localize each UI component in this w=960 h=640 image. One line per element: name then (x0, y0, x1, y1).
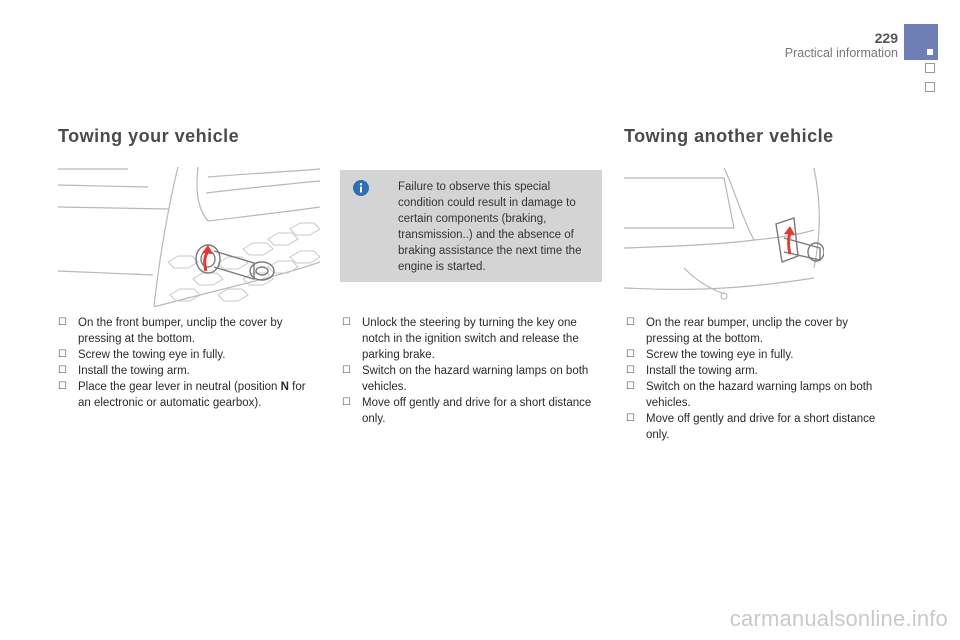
front-towing-steps (58, 315, 308, 411)
list-item: ☐ Switch on the hazard warning lamps on both vehicles. (342, 365, 589, 393)
checkbox-icon: ☐ (58, 365, 67, 376)
chapter-tab-empty[interactable] (925, 82, 935, 92)
checkbox-icon: ☐ (58, 349, 67, 360)
list-item: ☐ Install the towing arm. (58, 365, 190, 377)
list-item: ☐ Unlock the steering by turning the key one notch in the ignition switch and release the parking brake. (342, 317, 579, 361)
checkbox-icon: ☐ (342, 317, 351, 328)
list-item: ☐ On the rear bumper, unclip the cover by pressing at the bottom. (626, 317, 848, 345)
chapter-tab[interactable] (904, 24, 938, 60)
watermark: carmanualsonline.info (729, 606, 948, 631)
chapter-tab-empty[interactable] (925, 63, 935, 73)
page-number: 229 (874, 30, 898, 46)
note-text: Failure to observe this special condition could result in damage to certain components (braking, transmission..) and the absence of braking assistance the next time the engine is started. (398, 181, 582, 273)
section-title: Practical information (784, 46, 898, 60)
checkbox-icon: ☐ (626, 365, 635, 376)
checkbox-icon: ☐ (58, 381, 67, 392)
towing-another-vehicle-title: Towing another vehicle (624, 126, 834, 146)
list-item: ☐ Screw the towing eye in fully. (626, 349, 794, 361)
checkbox-icon: ☐ (626, 381, 635, 392)
checkbox-icon: ☐ (342, 397, 351, 408)
towing-procedure-steps (342, 315, 604, 427)
list-item: ☐ Install the towing arm. (626, 365, 758, 377)
front-towing-eye-illustration (58, 167, 320, 307)
list-item: ☐ Switch on the hazard warning lamps on both vehicles. (626, 381, 873, 409)
rear-towing-eye-illustration (624, 168, 824, 308)
towing-your-vehicle-title: Towing your vehicle (58, 126, 240, 146)
list-item: ☐ On the front bumper, unclip the cover by pressing at the bottom. (58, 317, 283, 345)
warning-note (340, 170, 602, 282)
list-item: ☐ Place the gear lever in neutral (position N for an electronic or automatic gearbox). (58, 381, 306, 409)
checkbox-icon: ☐ (626, 413, 635, 424)
checkbox-icon: ☐ (626, 349, 635, 360)
checkbox-icon: ☐ (58, 317, 67, 328)
rear-towing-steps (626, 315, 876, 443)
list-item: ☐ Move off gently and drive for a short distance only. (342, 397, 592, 425)
checkbox-icon: ☐ (626, 317, 635, 328)
info-icon (353, 180, 369, 196)
list-item: ☐ Move off gently and drive for a short distance only. (626, 413, 876, 441)
list-item: ☐ Screw the towing eye in fully. (58, 349, 226, 361)
checkbox-icon: ☐ (342, 365, 351, 376)
